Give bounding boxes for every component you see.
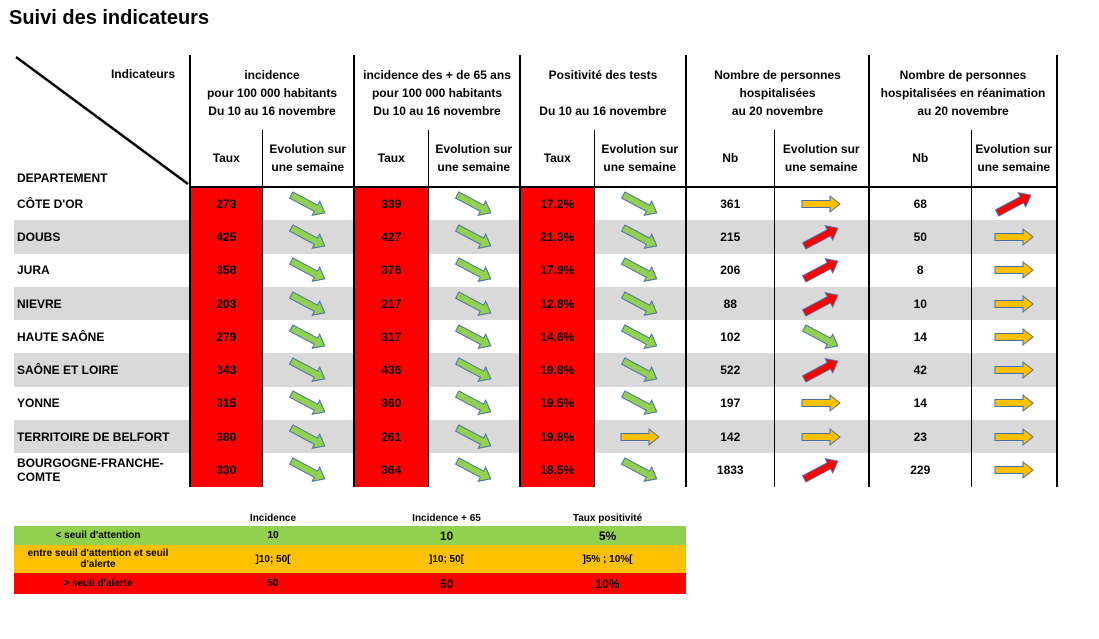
trend-arrow-down-icon bbox=[286, 257, 330, 283]
trend-arrow-up-icon bbox=[799, 357, 843, 383]
incidence-65-trend bbox=[428, 254, 520, 287]
table-row bbox=[14, 420, 1057, 453]
reanimation-trend bbox=[971, 287, 1057, 320]
trend-arrow-down-icon bbox=[618, 357, 662, 383]
incidence-65-trend bbox=[428, 320, 520, 353]
subheader-taux: Taux bbox=[190, 130, 262, 187]
trend-arrow-up-icon bbox=[799, 224, 843, 250]
legend-label: entre seuil d'attention et seuil d'alerte bbox=[14, 545, 182, 573]
positivite-trend bbox=[594, 220, 686, 253]
legend-value: 5% bbox=[529, 526, 686, 545]
incidence-65-value: 217 bbox=[354, 287, 428, 320]
subheader-nb: Nb bbox=[869, 130, 971, 187]
legend-row-between bbox=[14, 545, 686, 573]
incidence-65-value: 427 bbox=[354, 220, 428, 253]
positivite-value: 17,9% bbox=[520, 254, 594, 287]
hospitalisees-value: 142 bbox=[686, 420, 774, 453]
trend-arrow-up-icon bbox=[799, 291, 843, 317]
header-incidence-65: incidence des + de 65 ans pour 100 000 habitants Du 10 au 16 novembre bbox=[354, 55, 520, 130]
trend-arrow-flat-icon bbox=[992, 324, 1036, 350]
department-name: NIEVRE bbox=[14, 287, 190, 320]
table-row bbox=[14, 220, 1057, 253]
trend-arrow-up-icon bbox=[799, 257, 843, 283]
reanimation-value: 14 bbox=[869, 387, 971, 420]
header-reanimation: Nombre de personnes hospitalisées en réanimation au 20 novembre bbox=[869, 55, 1057, 130]
hospitalisees-trend bbox=[774, 287, 869, 320]
reanimation-trend bbox=[971, 420, 1057, 453]
trend-arrow-down-icon bbox=[618, 257, 662, 283]
incidence-65-trend bbox=[428, 420, 520, 453]
incidence-trend bbox=[262, 287, 354, 320]
legend-value: ]5% ; 10%[ bbox=[529, 545, 686, 573]
legend-header-incidence: Incidence bbox=[249, 512, 297, 524]
legend-value: ]10; 50[ bbox=[364, 545, 529, 573]
incidence-value: 315 bbox=[190, 387, 262, 420]
departement-label: DEPARTEMENT bbox=[17, 171, 108, 185]
positivite-trend bbox=[594, 254, 686, 287]
positivite-value: 19,8% bbox=[520, 420, 594, 453]
reanimation-value: 68 bbox=[869, 187, 971, 220]
trend-arrow-down-icon bbox=[452, 191, 496, 217]
reanimation-value: 42 bbox=[869, 353, 971, 386]
legend-value: 10 bbox=[364, 526, 529, 545]
trend-arrow-flat-icon bbox=[799, 390, 843, 416]
positivite-trend bbox=[594, 320, 686, 353]
incidence-value: 273 bbox=[190, 187, 262, 220]
trend-arrow-flat-icon bbox=[618, 424, 662, 450]
legend-label: < seuil d'attention bbox=[14, 526, 182, 545]
trend-arrow-flat-icon bbox=[992, 257, 1036, 283]
positivite-value: 19,8% bbox=[520, 353, 594, 386]
positivite-trend bbox=[594, 420, 686, 453]
reanimation-value: 10 bbox=[869, 287, 971, 320]
trend-arrow-flat-icon bbox=[992, 424, 1036, 450]
positivite-trend bbox=[594, 453, 686, 486]
department-name: BOURGOGNE-FRANCHE-COMTE bbox=[17, 456, 164, 485]
trend-arrow-down-icon bbox=[618, 291, 662, 317]
trend-arrow-flat-icon bbox=[992, 291, 1036, 317]
incidence-65-trend bbox=[428, 220, 520, 253]
department-name: CÔTE D'OR bbox=[17, 196, 84, 211]
table-row bbox=[14, 287, 1057, 320]
reanimation-trend bbox=[971, 387, 1057, 420]
legend-header-incidence-65: Incidence + 65 bbox=[412, 512, 481, 524]
trend-arrow-down-icon bbox=[452, 257, 496, 283]
hospitalisees-trend bbox=[774, 220, 869, 253]
hospitalisees-trend bbox=[774, 254, 869, 287]
hospitalisees-trend bbox=[774, 187, 869, 220]
incidence-65-trend bbox=[428, 287, 520, 320]
trend-arrow-down-icon bbox=[286, 224, 330, 250]
hospitalisees-value: 88 bbox=[686, 287, 774, 320]
table-corner-cell bbox=[14, 55, 190, 187]
indicators-table bbox=[14, 55, 1058, 487]
trend-arrow-flat-icon bbox=[992, 224, 1036, 250]
hospitalisees-trend bbox=[774, 320, 869, 353]
incidence-65-value: 364 bbox=[354, 453, 428, 486]
legend-value: 50 bbox=[364, 573, 529, 594]
trend-arrow-down-icon bbox=[452, 357, 496, 383]
trend-arrow-down-icon bbox=[452, 224, 496, 250]
hospitalisees-trend bbox=[774, 387, 869, 420]
trend-arrow-down-icon bbox=[452, 291, 496, 317]
subheader-evolution: Evolution sur une semaine bbox=[971, 130, 1057, 187]
table-row bbox=[14, 353, 1057, 386]
subheader-evolution: Evolution sur une semaine bbox=[774, 130, 869, 187]
incidence-trend bbox=[262, 353, 354, 386]
incidence-trend bbox=[262, 420, 354, 453]
positivite-value: 14,6% bbox=[520, 320, 594, 353]
incidence-trend bbox=[262, 387, 354, 420]
hospitalisees-value: 361 bbox=[686, 187, 774, 220]
trend-arrow-down-icon bbox=[452, 324, 496, 350]
positivite-trend bbox=[594, 387, 686, 420]
subheader-taux: Taux bbox=[520, 130, 594, 187]
incidence-65-value: 339 bbox=[354, 187, 428, 220]
trend-arrow-down-icon bbox=[799, 324, 843, 350]
incidence-trend bbox=[262, 220, 354, 253]
hospitalisees-trend bbox=[774, 420, 869, 453]
incidence-value: 203 bbox=[190, 287, 262, 320]
hospitalisees-trend bbox=[774, 453, 869, 486]
table-row bbox=[14, 187, 1057, 220]
trend-arrow-flat-icon bbox=[799, 424, 843, 450]
table-row bbox=[14, 320, 1057, 353]
trend-arrow-down-icon bbox=[286, 191, 330, 217]
positivite-trend bbox=[594, 187, 686, 220]
hospitalisees-value: 1833 bbox=[686, 453, 774, 486]
trend-arrow-down-icon bbox=[618, 191, 662, 217]
department-name: SAÔNE ET LOIRE bbox=[14, 353, 190, 386]
reanimation-trend bbox=[971, 220, 1057, 253]
incidence-65-trend bbox=[428, 387, 520, 420]
incidence-value: 330 bbox=[190, 453, 262, 486]
positivite-value: 12,8% bbox=[520, 287, 594, 320]
department-name: TERRITOIRE DE BELFORT bbox=[14, 420, 190, 453]
hospitalisees-value: 522 bbox=[686, 353, 774, 386]
reanimation-trend bbox=[971, 320, 1057, 353]
table-row bbox=[14, 254, 1057, 287]
table-row bbox=[14, 387, 1057, 420]
incidence-65-trend bbox=[428, 453, 520, 486]
incidence-65-value: 360 bbox=[354, 387, 428, 420]
incidence-value: 358 bbox=[190, 254, 262, 287]
positivite-value: 17,2% bbox=[520, 187, 594, 220]
incidence-65-value: 376 bbox=[354, 254, 428, 287]
trend-arrow-down-icon bbox=[286, 357, 330, 383]
trend-arrow-flat-icon bbox=[992, 457, 1036, 483]
department-name: DOUBS bbox=[14, 220, 190, 253]
incidence-trend bbox=[262, 453, 354, 486]
trend-arrow-down-icon bbox=[618, 457, 662, 483]
subheader-evolution: Evolution sur une semaine bbox=[262, 130, 354, 187]
positivite-value: 18,5% bbox=[520, 453, 594, 486]
positivite-trend bbox=[594, 287, 686, 320]
indicators-label: Indicateurs bbox=[110, 67, 175, 81]
table-row bbox=[14, 453, 1057, 486]
incidence-value: 279 bbox=[190, 320, 262, 353]
department-name: YONNE bbox=[17, 396, 60, 411]
legend-value: 10 bbox=[182, 526, 364, 545]
header-positivite: Positivité des tests Du 10 au 16 novembre bbox=[520, 55, 686, 130]
trend-arrow-down-icon bbox=[618, 224, 662, 250]
positivite-value: 21,3% bbox=[520, 220, 594, 253]
incidence-65-trend bbox=[428, 353, 520, 386]
legend-value: 10% bbox=[529, 573, 686, 594]
department-name: HAUTE SAÔNE bbox=[17, 329, 105, 344]
trend-arrow-down-icon bbox=[286, 390, 330, 416]
legend-header-positivite: Taux positivité bbox=[572, 512, 643, 524]
incidence-65-value: 436 bbox=[354, 353, 428, 386]
subheader-nb: Nb bbox=[686, 130, 774, 187]
incidence-value: 380 bbox=[190, 420, 262, 453]
reanimation-value: 23 bbox=[869, 420, 971, 453]
trend-arrow-flat-icon bbox=[992, 390, 1036, 416]
incidence-65-trend bbox=[428, 187, 520, 220]
department-name: JURA bbox=[17, 263, 50, 278]
trend-arrow-down-icon bbox=[286, 291, 330, 317]
legend-label: > seuil d'alerte bbox=[14, 573, 182, 594]
legend-row-attention bbox=[14, 526, 686, 545]
legend-table bbox=[14, 510, 686, 594]
incidence-trend bbox=[262, 320, 354, 353]
reanimation-trend bbox=[971, 353, 1057, 386]
reanimation-trend bbox=[971, 453, 1057, 486]
positivite-trend bbox=[594, 353, 686, 386]
incidence-value: 425 bbox=[190, 220, 262, 253]
trend-arrow-up-icon bbox=[992, 191, 1036, 217]
reanimation-value: 8 bbox=[869, 254, 971, 287]
subheader-evolution: Evolution sur une semaine bbox=[428, 130, 520, 187]
trend-arrow-down-icon bbox=[618, 390, 662, 416]
trend-arrow-down-icon bbox=[452, 424, 496, 450]
reanimation-value: 50 bbox=[869, 220, 971, 253]
page-title: Suivi des indicateurs bbox=[9, 7, 210, 29]
incidence-value: 343 bbox=[190, 353, 262, 386]
trend-arrow-down-icon bbox=[452, 390, 496, 416]
legend-row-alerte bbox=[14, 573, 686, 594]
trend-arrow-flat-icon bbox=[992, 357, 1036, 383]
incidence-trend bbox=[262, 254, 354, 287]
trend-arrow-up-icon bbox=[799, 457, 843, 483]
reanimation-trend bbox=[971, 254, 1057, 287]
legend-value: ]10; 50[ bbox=[182, 545, 364, 573]
trend-arrow-down-icon bbox=[618, 324, 662, 350]
subheader-evolution: Evolution sur une semaine bbox=[594, 130, 686, 187]
header-hospitalisees: Nombre de personnes hospitalisées au 20 novembre bbox=[686, 55, 869, 130]
hospitalisees-value: 215 bbox=[686, 220, 774, 253]
trend-arrow-down-icon bbox=[286, 324, 330, 350]
hospitalisees-value: 206 bbox=[686, 254, 774, 287]
reanimation-value: 229 bbox=[869, 453, 971, 486]
hospitalisees-value: 197 bbox=[686, 387, 774, 420]
hospitalisees-trend bbox=[774, 353, 869, 386]
header-incidence: incidence pour 100 000 habitants Du 10 au 16 novembre bbox=[190, 55, 354, 130]
subheader-taux: Taux bbox=[354, 130, 428, 187]
reanimation-trend bbox=[971, 187, 1057, 220]
legend-value: 50 bbox=[182, 573, 364, 594]
incidence-65-value: 261 bbox=[354, 420, 428, 453]
incidence-trend bbox=[262, 187, 354, 220]
hospitalisees-value: 102 bbox=[686, 320, 774, 353]
trend-arrow-down-icon bbox=[286, 457, 330, 483]
trend-arrow-flat-icon bbox=[799, 191, 843, 217]
reanimation-value: 14 bbox=[869, 320, 971, 353]
positivite-value: 19,5% bbox=[520, 387, 594, 420]
incidence-65-value: 317 bbox=[354, 320, 428, 353]
trend-arrow-down-icon bbox=[286, 424, 330, 450]
trend-arrow-down-icon bbox=[452, 457, 496, 483]
